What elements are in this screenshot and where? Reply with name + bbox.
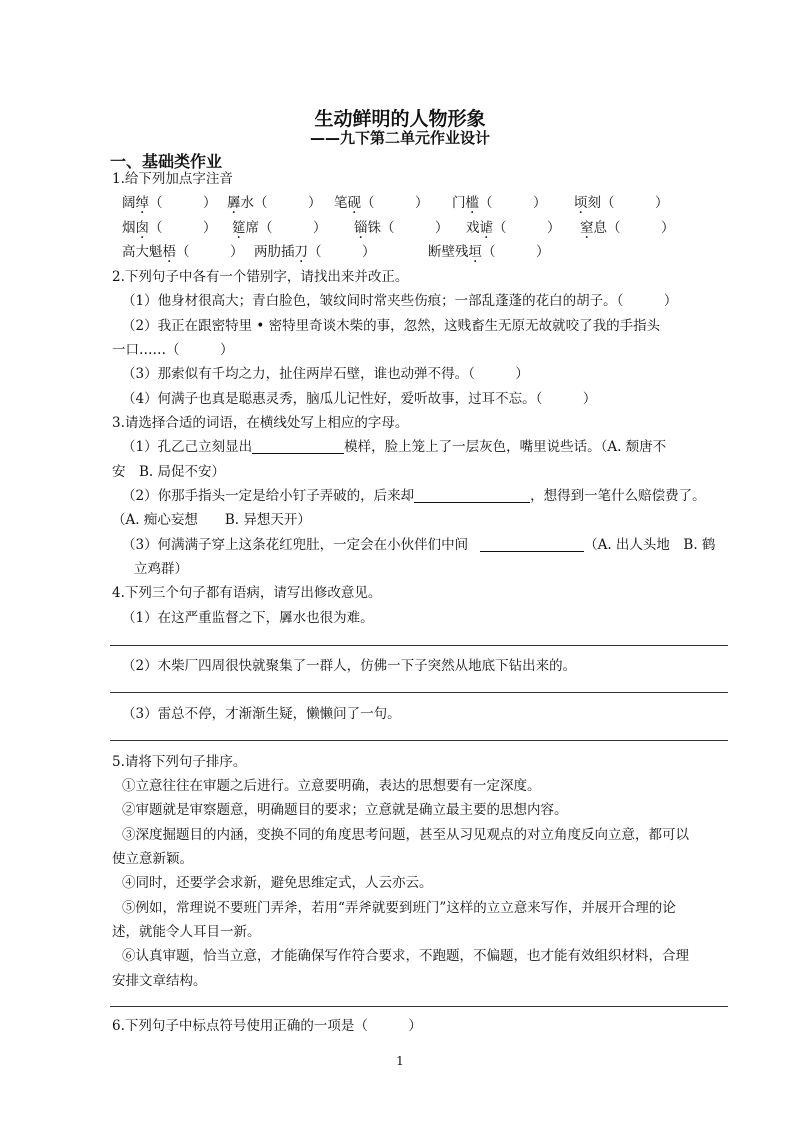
dotted-char: 梧 xyxy=(162,244,176,260)
pinyin-item: 顷刻（ ） xyxy=(574,195,669,211)
q3-sentence-1: （1）孔乙己立刻显出 模样，脸上笼上了一层灰色，嘴里说些话。（A. 颓唐不 xyxy=(122,439,667,455)
pinyin-item: 戏谑（ ） xyxy=(466,220,561,236)
dotted-char: 筵 xyxy=(232,220,246,236)
pinyin-item: 筵席（ ） xyxy=(232,220,327,236)
q3-sentence-3-cont: 立鸡群） xyxy=(134,561,188,577)
q6-prompt: 6.下列句子中标点符号使用正确的一项是（ ） xyxy=(112,1018,422,1034)
pinyin-item: 羼水（ ） xyxy=(227,195,322,211)
section-heading: 一、基础类作业 xyxy=(110,152,223,171)
q5-item-5-cont: 述，就能令人耳目一新。 xyxy=(112,924,261,940)
answer-blank[interactable] xyxy=(414,488,530,503)
q5-item-4: ④同时，还要学会求新，避免思维定式，人云亦云。 xyxy=(122,875,433,891)
answer-line[interactable] xyxy=(110,1006,728,1007)
dotted-char: 谑 xyxy=(479,220,493,236)
pinyin-item: 窒息（ ） xyxy=(580,220,675,236)
pinyin-item: 烟囱（ ） xyxy=(122,220,217,236)
q2-prompt: 2.下列句子中各有一个错别字，请找出来并改正。 xyxy=(112,269,409,285)
q3-sentence-2-cont: （A. 痴心妄想 B. 异想天开） xyxy=(112,512,311,528)
q3-sentence-3: （3）何满满子穿上这条花红兜肚，一定会在小伙伴们中间 （A. 出人头地 B. 鹤 xyxy=(122,537,716,553)
q5-prompt: 5.请将下列句子排序。 xyxy=(112,754,247,770)
dotted-char: 锱 xyxy=(354,220,368,236)
pinyin-item: 断壁残垣（ ） xyxy=(428,244,550,260)
q2-sentence-4: （4）何满子也真是聪惠灵秀，脑瓜儿记性好，爱听故事，过耳不忘。（ ） xyxy=(122,391,597,407)
pinyin-item: 门槛（ ） xyxy=(452,195,547,211)
q2-sentence-2: （2）我正在跟密特里 • 密特里奇谈木柴的事，忽然，这贱畜生无原无故就咬了我的手指头 xyxy=(122,318,661,334)
q5-item-3-cont: 使立意新颖。 xyxy=(112,851,193,867)
q5-item-6-cont: 安排文章结构。 xyxy=(112,973,207,989)
q5-item-2: ②审题就是审察题意，明确题目的要求；立意就是确立最主要的思想内容。 xyxy=(122,802,568,818)
q4-sentence-1: （1）在这严重监督之下，羼水也很为难。 xyxy=(122,610,374,626)
q4-prompt: 4.下列三个句子都有语病，请写出修改意见。 xyxy=(112,585,382,601)
dotted-char: 绰 xyxy=(135,195,149,211)
answer-blank[interactable] xyxy=(252,439,344,454)
dotted-char: 砚 xyxy=(347,195,361,211)
answer-line[interactable] xyxy=(110,740,728,741)
page-subtitle: ——九下第二单元作业设计 xyxy=(309,129,490,147)
q5-item-5: ⑤例如，常理说不要班门弄斧，若用“弄斧就要到班门”这样的立立意来写作，并展开合理的论 xyxy=(122,900,676,916)
q3-prompt: 3.请选择合适的词语，在横线处写上相应的字母。 xyxy=(112,415,409,431)
page-title: 生动鲜明的人物形象 xyxy=(314,108,486,130)
pinyin-item: 两肋插刀（ ） xyxy=(254,244,376,260)
answer-line[interactable] xyxy=(110,692,728,693)
pinyin-item: 锱铢（ ） xyxy=(354,220,449,236)
q3-sentence-1-cont: 安 B. 局促不安） xyxy=(112,464,226,480)
q4-sentence-2: （2）木柴厂四周很快就聚集了一群人，仿佛一下子突然从地底下钻出来的。 xyxy=(122,658,577,674)
dotted-char: 刀 xyxy=(294,244,308,260)
q2-sentence-3: （3）那索似有千均之力，扯住两岸石壁，谁也动弹不得。（ ） xyxy=(122,366,529,382)
q2-sentence-1: （1）他身材很高大；青白脸色，皱纹间时常夹些伤痕；一部乱蓬蓬的花白的胡子。（ ） xyxy=(122,293,678,309)
answer-blank[interactable] xyxy=(480,537,584,552)
q5-item-3: ③深度掘题目的内涵，变换不同的角度思考问题，甚至从习见观点的对立角度反向立意，都可以 xyxy=(122,827,689,843)
page-number: 1 xyxy=(396,1054,404,1068)
dotted-char: 槛 xyxy=(465,195,479,211)
answer-line[interactable] xyxy=(110,645,728,646)
q5-item-6: ⑥认真审题，恰当立意，才能确保写作符合要求，不跑题，不偏题，也才能有效组织材料，合理 xyxy=(122,948,689,964)
q5-item-1: ①立意往往在审题之后进行。立意要明确，表达的思想要有一定深度。 xyxy=(122,778,541,794)
q3-sentence-2: （2）你那手指头一定是给小钉子弄破的，后来却 ，想得到一笔什么赔偿费了。 xyxy=(122,488,706,504)
q2-sentence-2-cont: 一口……（ ） xyxy=(112,342,234,358)
dotted-char: 垣 xyxy=(468,244,482,260)
pinyin-item: 阔绰（ ） xyxy=(122,195,217,211)
q1-prompt: 1.给下列加点字注音 xyxy=(112,171,233,187)
pinyin-item: 高大魁梧（ ） xyxy=(122,244,244,260)
dotted-char: 顷 xyxy=(574,195,588,211)
pinyin-item: 笔砚（ ） xyxy=(334,195,429,211)
dotted-char: 窒 xyxy=(580,220,594,236)
dotted-char: 囱 xyxy=(135,220,149,236)
dotted-char: 羼 xyxy=(227,195,241,211)
q4-sentence-3: （3）雷总不停，才渐渐生疑，懒懒问了一句。 xyxy=(122,706,401,722)
